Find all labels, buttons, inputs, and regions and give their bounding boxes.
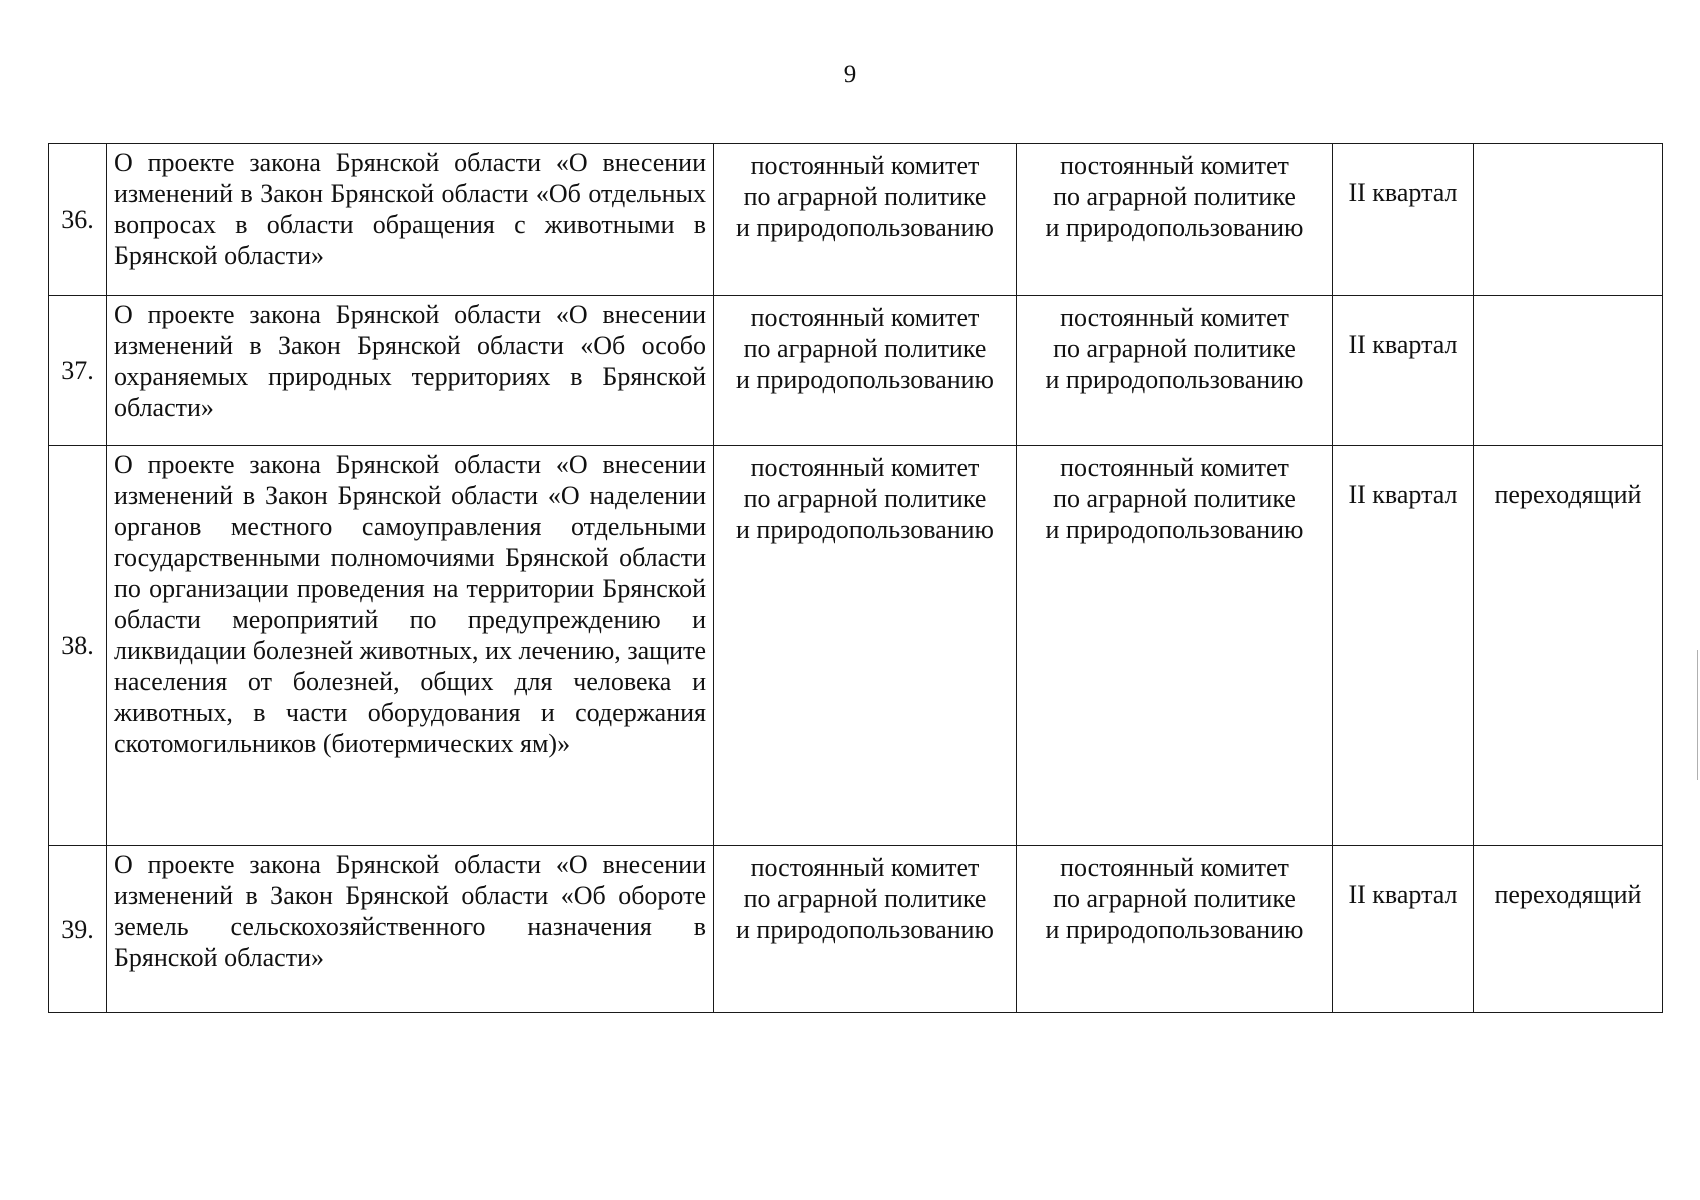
- row-number: 38.: [49, 446, 107, 846]
- bill-title: О проекте закона Брянской области «О внесении изменений в Закон Брянской области «Об отдельных вопросах в области обращения с животными в Брянской области»: [107, 144, 714, 296]
- preparing-committee: [1017, 846, 1333, 1013]
- bill-title: О проекте закона Брянской области «О внесении изменений в Закон Брянской области «О наделении органов местного самоуправления отдельными государственными полномочиями Брянской области по организации проведения на территории Брянской области мероприятий по предупреждению и ликвидации болезней животных, их лечению, защите населения от болезней, общих для человека и животных, в части оборудования и содержания скотомогильников (биотермических ям)»: [107, 446, 714, 846]
- committee-line: и природопользованию: [1045, 365, 1304, 394]
- committee-line: постоянный комитет: [1060, 453, 1289, 482]
- row-number: 37.: [49, 296, 107, 446]
- committee-line: постоянный комитет: [750, 151, 980, 180]
- plan-table: [48, 143, 1663, 1013]
- note-cell: [1474, 296, 1663, 446]
- committee-line: постоянный комитет: [750, 453, 980, 482]
- committee-line: постоянный комитет: [1060, 303, 1289, 332]
- scan-edge-mark: [1697, 650, 1698, 780]
- committee-line: и природопользованию: [1045, 915, 1304, 944]
- bill-title: О проекте закона Брянской области «О внесении изменений в Закон Брянской области «Об особо охраняемых природных территориях в Брянской области»: [107, 296, 714, 446]
- responsible-committee: [714, 144, 1017, 296]
- term-cell: II квартал: [1333, 846, 1474, 1013]
- row-number: 36.: [49, 144, 107, 296]
- note-cell: переходящий: [1474, 446, 1663, 846]
- committee-line: и природопользованию: [1045, 213, 1304, 242]
- bill-title: О проекте закона Брянской области «О внесении изменений в Закон Брянской области «Об обороте земель сельскохозяйственного назначения в Брянской области»: [107, 846, 714, 1013]
- committee-line: по аграрной политике: [1053, 484, 1296, 513]
- table-row: [49, 446, 1663, 846]
- term-cell: II квартал: [1333, 446, 1474, 846]
- committee-line: по аграрной политике: [1053, 182, 1296, 211]
- committee-line: по аграрной политике: [743, 884, 987, 913]
- committee-line: и природопользованию: [736, 515, 994, 544]
- responsible-committee: [714, 446, 1017, 846]
- note-cell: переходящий: [1474, 846, 1663, 1013]
- committee-line: по аграрной политике: [1053, 884, 1296, 913]
- committee-line: постоянный комитет: [1060, 151, 1289, 180]
- committee-line: и природопользованию: [1045, 515, 1304, 544]
- committee-line: постоянный комитет: [1060, 853, 1289, 882]
- page-number: 9: [843, 61, 857, 88]
- committee-line: и природопользованию: [736, 365, 994, 394]
- preparing-committee: [1017, 144, 1333, 296]
- committee-line: по аграрной политике: [1053, 334, 1296, 363]
- committee-line: по аграрной политике: [743, 334, 987, 363]
- table-row: [49, 144, 1663, 296]
- term-cell: II квартал: [1333, 296, 1474, 446]
- committee-line: по аграрной политике: [743, 182, 987, 211]
- responsible-committee: [714, 846, 1017, 1013]
- table-row: [49, 296, 1663, 446]
- committee-line: постоянный комитет: [750, 853, 980, 882]
- responsible-committee: [714, 296, 1017, 446]
- table-row: [49, 846, 1663, 1013]
- committee-line: постоянный комитет: [750, 303, 980, 332]
- committee-line: и природопользованию: [736, 915, 994, 944]
- committee-line: и природопользованию: [736, 213, 994, 242]
- term-cell: II квартал: [1333, 144, 1474, 296]
- row-number: 39.: [49, 846, 107, 1013]
- note-cell: [1474, 144, 1663, 296]
- committee-line: по аграрной политике: [743, 484, 987, 513]
- preparing-committee: [1017, 446, 1333, 846]
- preparing-committee: [1017, 296, 1333, 446]
